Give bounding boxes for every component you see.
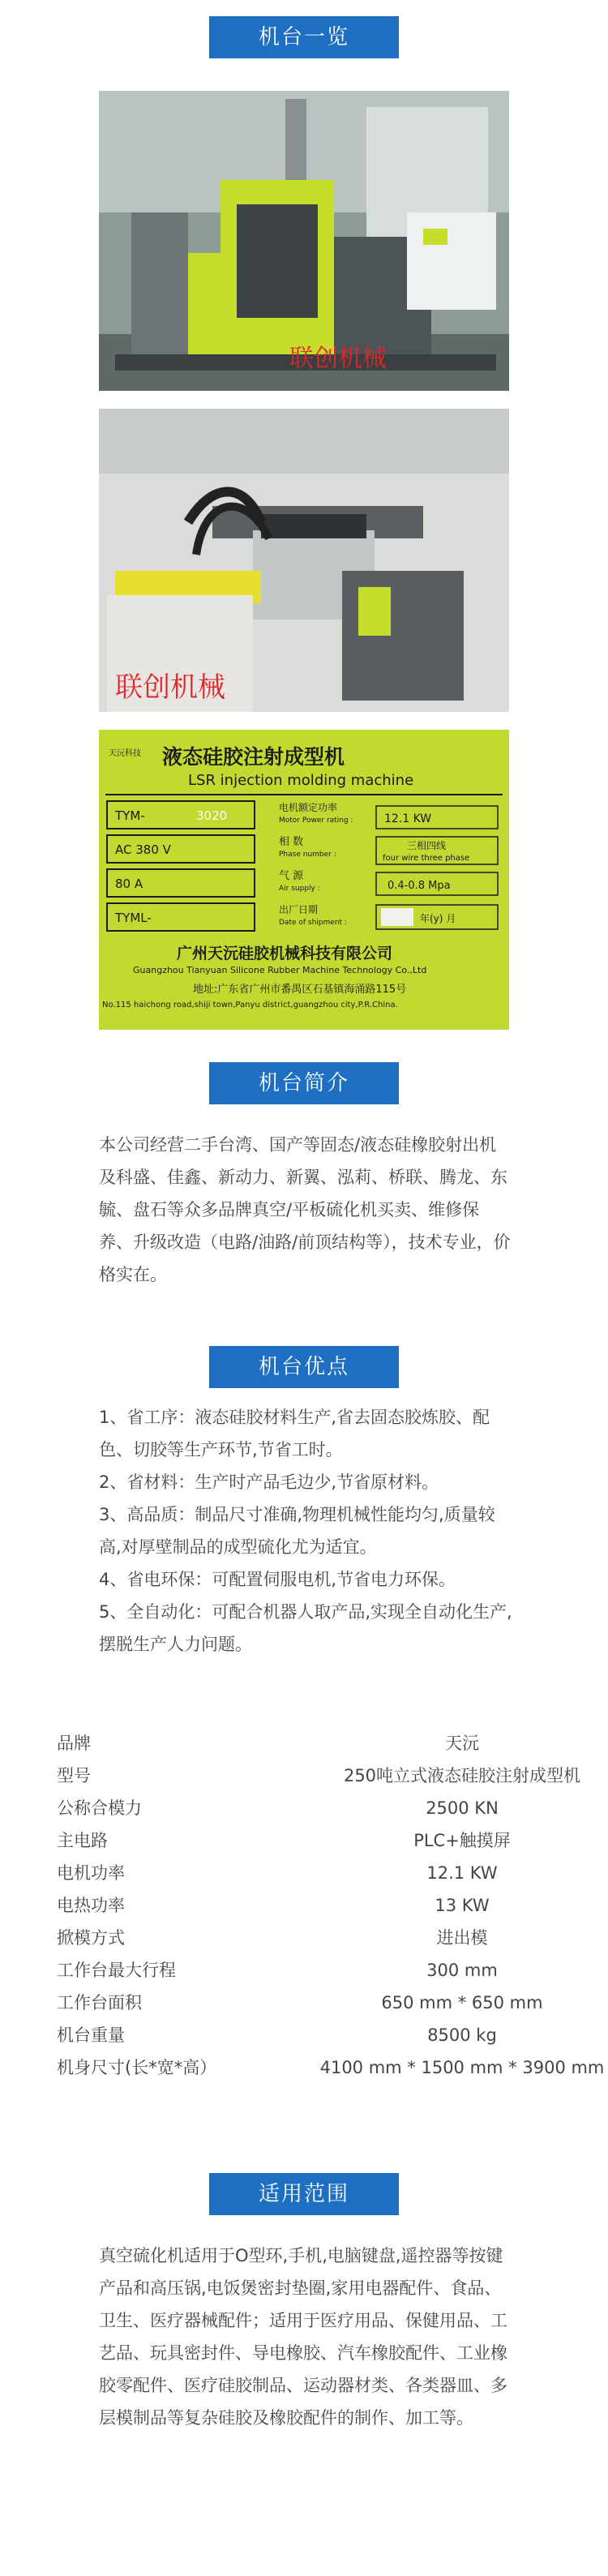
plate-address-en: No.115 haichong road,shiji town,Panyu district,guangzhou city,P.R.China. (102, 1001, 398, 1009)
spec-row-max-stroke (57, 1954, 576, 1987)
plate-date-value: 年(y) 月 (420, 913, 456, 924)
plate-brand-small: 天沅科技 (109, 749, 141, 758)
advantage-item-5: 5、全自动化：可配合机器人取产品,实现全自动化生产,摆脱生产人力问题。 (99, 1602, 512, 1654)
spec-label: 机台重量 (57, 2025, 125, 2045)
spec-value: 12.1 KW (426, 1863, 498, 1883)
plate-model-value: 3020 (196, 808, 228, 823)
plate-power-label-en: Motor Power rating : (279, 817, 353, 825)
spec-value: 300 mm (426, 1961, 498, 1980)
spec-value: 4100 mm * 1500 mm * 3900 mm (319, 2058, 605, 2077)
spec-label: 电机功率 (57, 1863, 125, 1883)
plate-air-label-en: Air supply : (279, 885, 320, 893)
spec-value: 2500 KN (426, 1798, 499, 1818)
spec-row-table-area (57, 1987, 576, 2019)
spec-label: 主电路 (57, 1831, 108, 1850)
plate-date-label-cn: 出厂日期 (279, 904, 319, 915)
spec-label: 电热功率 (57, 1896, 125, 1915)
advantages-list (99, 1401, 512, 1661)
spec-row-heating-power (57, 1889, 576, 1922)
spec-row-mold-open (57, 1922, 576, 1954)
machine-photo-1 (99, 91, 509, 391)
intro-text: 本公司经营二手台湾、国产等固态/液态硅橡胶射出机及科盛、佳鑫、新动力、新翼、泓莉、桥联、腾龙、东毓、盘石等众多品牌真空/平板硫化机买卖、维修保养、升级改造（电路/油路/前顶结构等），技术专业，价格实在。 (99, 1135, 511, 1284)
spec-value: 13 KW (435, 1896, 490, 1915)
plate-phase-label-cn: 相 数 (279, 836, 304, 848)
plate-phase-value-en: four wire three phase (383, 854, 470, 863)
plate-current: 80 A (115, 877, 143, 891)
spec-label: 型号 (57, 1766, 91, 1785)
photo2-watermark: 联创机械 (115, 671, 225, 704)
plate-address-cn: 地址:广东省广州市番禺区石基镇海涌路115号 (193, 984, 407, 996)
plate-date-label-en: Date of shipment : (279, 919, 347, 927)
section-title-scope: 适用范围 (209, 2173, 399, 2215)
machine-photo-2 (99, 409, 509, 712)
scope-text: 真空硫化机适用于O型环,手机,电脑键盘,遥控器等按键产品和高压锅,电饭煲密封垫圈,家用电器配件、食品、卫生、医疗器械配件；适用于医疗用品、保健用品、工艺品、玩具密封件、导电橡胶、汽车橡胶配件、工业橡胶零配件、医疗硅胶制品、运动器材类、各类器皿、多层模制品等复杂硅胶及橡胶配件的制作、加工等。 (99, 2246, 507, 2428)
plate-title-en: LSR injection molding machine (188, 772, 414, 789)
photo1-watermark: 联创机械 (289, 345, 387, 373)
spec-value: 进出模 (436, 1928, 488, 1948)
plate-phase-label-en: Phase number : (279, 851, 336, 859)
plate-phase-value-cn: 三相四线 (407, 840, 447, 851)
plate-company-cn: 广州天沅硅胶机械科技有限公司 (177, 945, 393, 962)
spec-value: 8500 kg (427, 2025, 497, 2045)
spec-label: 掀模方式 (57, 1928, 125, 1948)
plate-company-en: Guangzhou Tianyuan Silicone Rubber Machine Technology Co.,Ltd (133, 965, 427, 975)
spec-row-main-circuit (57, 1824, 576, 1857)
section-title-overview: 机台一览 (209, 16, 399, 58)
plate-power-label-cn: 电机额定功率 (279, 802, 338, 813)
plate-model-prefix: TYM- (115, 808, 145, 823)
advantage-item-4: 4、省电环保：可配置伺服电机,节省电力环保。 (99, 1570, 456, 1589)
plate-air-label-cn: 气 源 (279, 870, 304, 882)
advantage-item-2: 2、省材料：生产时产品毛边少,节省原材料。 (99, 1472, 439, 1492)
plate-air-value: 0.4-0.8 Mpa (387, 880, 451, 892)
spec-label: 机身尺寸(长*宽*高） (57, 2058, 217, 2077)
spec-row-dimensions (57, 2051, 605, 2084)
spec-row-weight (57, 2019, 576, 2051)
plate-serial-prefix: TYML- (115, 911, 152, 925)
spec-value: 250吨立式液态硅胶注射成型机 (343, 1766, 581, 1785)
section-title-advantages: 机台优点 (209, 1346, 399, 1388)
advantage-item-3: 3、高品质：制品尺寸准确,物理机械性能均匀,质量较高,对厚壁制品的成型硫化尤为适宜。 (99, 1505, 495, 1557)
spec-row-clamping-force (57, 1792, 576, 1824)
spec-row-brand (57, 1727, 576, 1759)
spec-value: PLC+触摸屏 (413, 1831, 511, 1850)
spec-label: 工作台面积 (57, 1993, 142, 2012)
plate-power-value: 12.1 KW (384, 812, 432, 825)
spec-label: 品牌 (57, 1734, 91, 1753)
plate-title-cn: 液态硅胶注射成型机 (162, 745, 345, 769)
nameplate-photo (99, 730, 509, 1030)
spec-row-motor-power (57, 1857, 576, 1889)
spec-label: 工作台最大行程 (57, 1961, 176, 1980)
advantage-item-1: 1、省工序：液态硅胶材料生产,省去固态胶炼胶、配色、切胶等生产环节,节省工时。 (99, 1408, 490, 1459)
plate-voltage: AC 380 V (115, 842, 171, 857)
spec-value: 650 mm * 650 mm (381, 1993, 543, 2012)
spec-value: 天沅 (445, 1734, 479, 1753)
section-title-intro: 机台简介 (209, 1062, 399, 1104)
spec-label: 公称合模力 (57, 1798, 142, 1818)
spec-row-model (57, 1759, 581, 1792)
